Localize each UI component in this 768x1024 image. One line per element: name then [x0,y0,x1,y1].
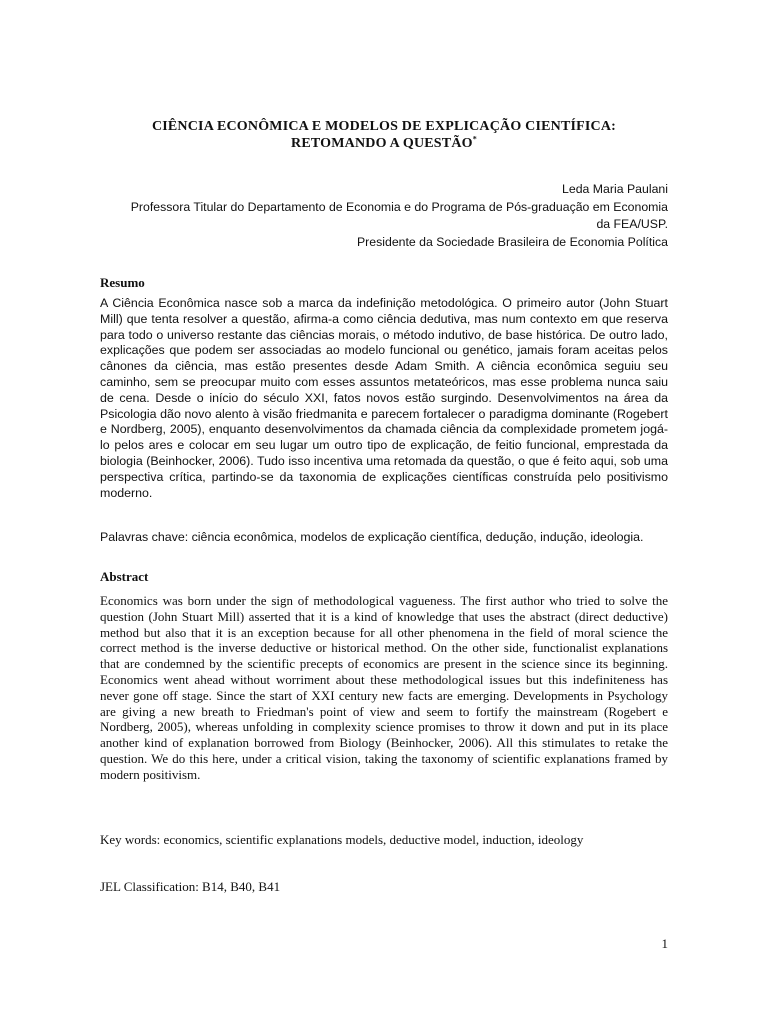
jel-classification: JEL Classification: B14, B40, B41 [100,879,281,894]
abstract-text: Economics was born under the sign of methodological vagueness. The first author who tried to solve the question (John Stuart Mill) asserted that it is a kind of knowledge that uses the abstract (direct deductive) method but also that it is an exception because for all other phenomena in the field of moral science the correct method is the inverse deductive or historical method. On the other side, functionalist explanations that are condemned by the scientific precepts of economics are present in the science since its beginning. Economics went ahead without worriment about these methodological issues but this indefiniteness has never gone off stage. Since the start of XXI century new facts are emerging. Developments in Psychology are giving a new breath to Friedman's point of view and seem to fortify the mainstream (Rogebert e Nordberg, 2005), whereas unfolding in complexity science promises to throw it down and put in its place another kind of explanation borrowed from Biology (Beinhocker, 2006). All this stimulates to retake the question. We do this here, under a critical vision, taking the taxonomy of scientific explanations framed by modern positivism. [100,593,668,782]
resumo-keywords: Palavras chave: ciência econômica, modelos de explicação científica, dedução, indução, ideologia. [100,530,644,544]
title-line-2 [100,135,668,152]
title-footnote-mark: * [472,134,477,144]
abstract-keywords: Key words: economics, scientific explanations models, deductive model, induction, ideology [100,832,584,847]
title-line-1: CIÊNCIA ECONÔMICA E MODELOS DE EXPLICAÇÃO CIENTÍFICA: [151,119,617,134]
title-line-2-text: RETOMANDO A QUESTÃO [291,136,473,151]
author-affiliation-1: Professora Titular do Departamento de Economia e do Programa de Pós-graduação em Economia [130,199,668,214]
page-number: 1 [661,936,668,951]
author-affiliation-2: da FEA/USP. [596,217,668,231]
resumo-text: A Ciência Econômica nasce sob a marca da indefinição metodológica. O primeiro autor (John Stuart Mill) que tenta resolver a questão, afirma-a como ciência dedutiva, mas num contexto em que reserva para todo o universo restante das ciências morais, o método indutivo, de base histórica. De outro lado, explicações que podem ser associadas ao modelo funcional ou genético, jamais foram aceitas pelos cânones da ciência, mas estão presentes desde Adam Smith. A ciência econômica seguiu seu caminho, sem se preocupar muito com esses assuntos metateóricos, mas esse problema nunca saiu de cena. Desde o início do século XXI, fatos novos estão surgindo. Desenvolvimentos na área da Psicologia dão novo alento à visão friedmanita e parecem fortalecer o paradigma dominante (Rogebert e Nordberg, 2005), enquanto desenvolvimentos da chamada ciência da complexidade prometem jogá-lo pelos ares e colocar em seu lugar um outro tipo de explicação, de feitio funcional, emprestada da biologia (Beinhocker, 2006). Tudo isso incentiva uma retomada da questão, o que é feito aqui, sob uma perspectiva crítica, partindo-se da taxonomia de explicações científicas construída pelo positivismo moderno. [100,296,668,500]
author-block [100,181,668,251]
resumo-heading: Resumo [100,275,145,290]
author-affiliation-3: Presidente da Sociedade Brasileira de Economia Política [356,234,668,249]
abstract-heading: Abstract [100,569,149,584]
paper-title [100,118,668,152]
author-name: Leda Maria Paulani [562,182,668,196]
